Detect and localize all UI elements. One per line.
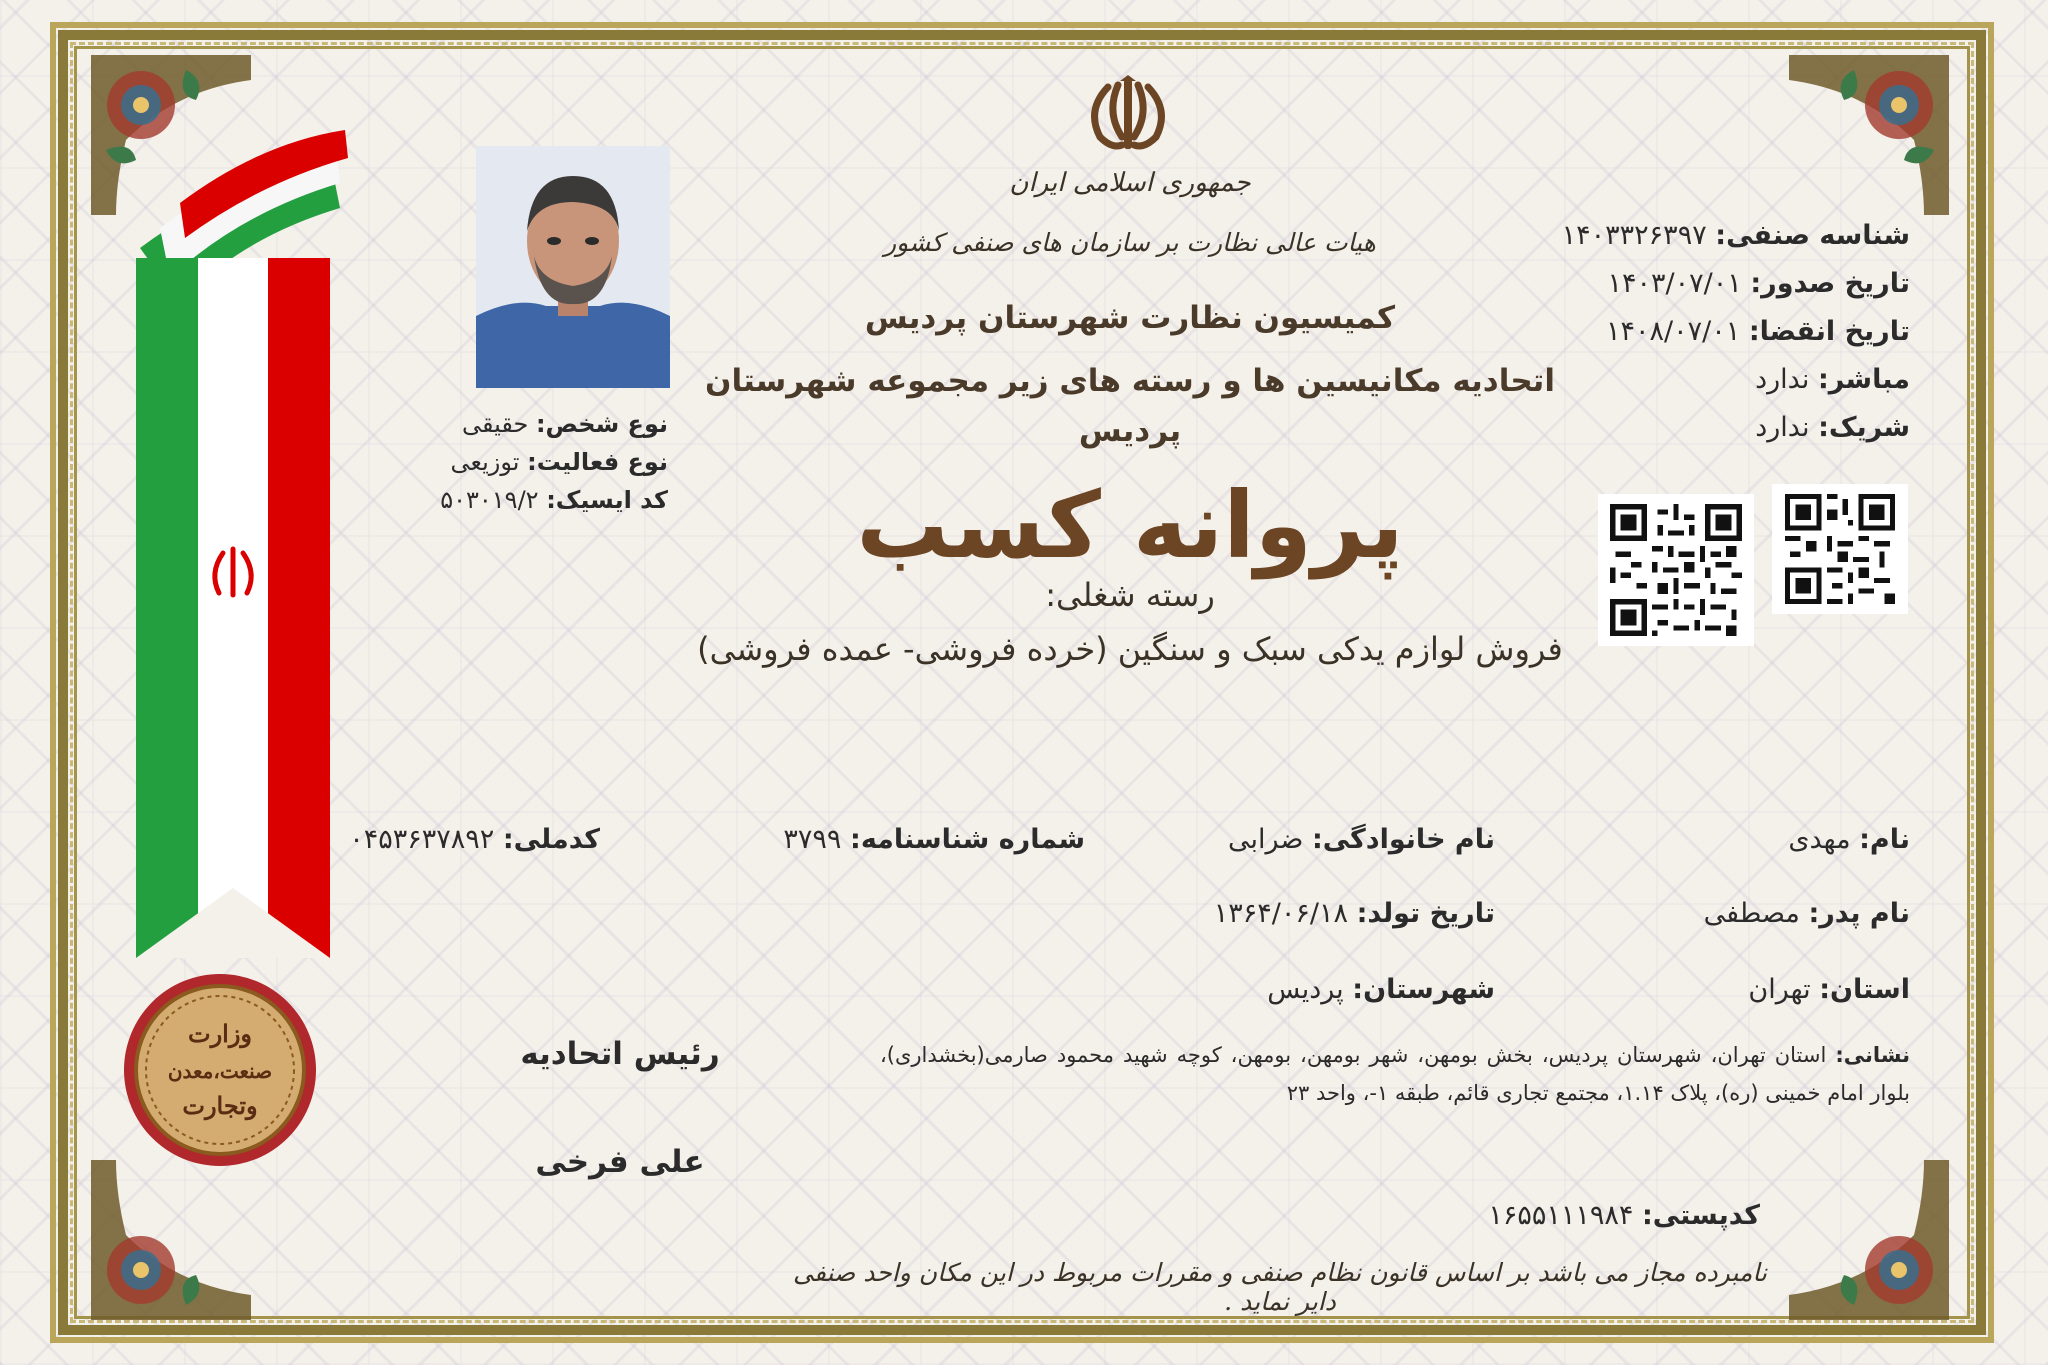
activity-type-label: نوع فعالیت: — [527, 448, 668, 476]
postal-code-value: ۱۶۵۵۱۱۱۹۸۴ — [1488, 1200, 1634, 1231]
partner-label: شریک: — [1818, 412, 1910, 443]
birth-date-value: ۱۳۶۴/۰۶/۱۸ — [1213, 898, 1348, 929]
ministry-seal — [120, 970, 320, 1170]
id-number-label: شماره شناسنامه: — [850, 824, 1085, 855]
guild-id-label: شناسه صنفی: — [1715, 220, 1910, 251]
manager-value: ندارد — [1755, 364, 1810, 395]
father-name-value: مصطفی — [1703, 898, 1800, 929]
certificate-title: پروانه کسب — [856, 472, 1404, 579]
footer-note: نامبرده مجاز می باشد بر اساس قانون نظام صنفی و مقررات مربوط در این مکان واحد صنفی دایر نماید . — [793, 1258, 1767, 1316]
address-label: نشانی: — [1835, 1043, 1910, 1067]
signature-name: علی فرخی — [535, 1144, 705, 1180]
surname-label: نام خانوادگی: — [1311, 824, 1495, 855]
person-type-field — [410, 410, 668, 438]
address-field — [880, 1036, 1910, 1112]
province-value: تهران — [1748, 974, 1811, 1005]
guild-id-value: ۱۴۰۳۳۲۶۳۹۷ — [1561, 220, 1707, 251]
birth-date-label: تاریخ تولد: — [1356, 898, 1495, 929]
seal-line1: وزارت — [187, 1019, 253, 1048]
province-label: استان: — [1819, 974, 1910, 1005]
id-number-value: ۳۷۹۹ — [783, 824, 842, 855]
city-label: شهرستان: — [1352, 974, 1495, 1005]
seal-line3: وتجارت — [182, 1091, 258, 1120]
seal-line2: صنعت،معدن — [167, 1059, 273, 1083]
guild-value: فروش لوازم یدکی سبک و سنگین (خرده فروشی- عمده فروشی) — [697, 630, 1563, 668]
supervision-board-name: هیات عالی نظارت بر سازمان های صنفی کشور — [884, 228, 1376, 257]
postal-code-field — [1488, 1200, 1760, 1231]
manager-label: مباشر: — [1817, 364, 1910, 395]
birth-date-field — [1214, 898, 1495, 929]
union-name — [700, 356, 1560, 456]
commission-name: کمیسیون نظارت شهرستان پردیس — [864, 300, 1396, 336]
guild-id-field — [1562, 220, 1910, 251]
expiry-date-label: تاریخ انقضا: — [1748, 316, 1910, 347]
name-field — [1788, 824, 1910, 855]
id-number-field — [783, 824, 1085, 855]
manager-field — [1755, 364, 1910, 395]
father-name-field — [1704, 898, 1910, 929]
issue-date-label: تاریخ صدور: — [1750, 268, 1910, 299]
isic-code-field — [410, 486, 668, 514]
isic-code-label: کد ایسیک: — [546, 486, 668, 514]
province-field — [1748, 974, 1910, 1005]
isic-code-value: ۵۰۳۰۱۹/۲ — [440, 486, 539, 514]
activity-type-value: توزیعی — [450, 448, 520, 476]
corner-ornament-icon — [86, 1155, 256, 1325]
expiry-date-field — [1606, 316, 1910, 347]
postal-code-label: کدپستی: — [1641, 1200, 1760, 1231]
person-type-value: حقیقی — [461, 410, 529, 438]
person-type-label: نوع شخص: — [535, 410, 668, 438]
guild-label: رسته شغلی: — [1045, 576, 1215, 614]
issue-date-field — [1608, 268, 1910, 299]
surname-value: ضرابی — [1227, 824, 1304, 855]
city-field — [1267, 974, 1495, 1005]
qr-code-icon — [1598, 494, 1754, 646]
surname-field — [1228, 824, 1495, 855]
applicant-photo — [476, 146, 670, 388]
iran-emblem-icon — [1078, 75, 1178, 155]
union-name-line2: پردیس — [1078, 413, 1182, 449]
father-name-label: نام پدر: — [1808, 898, 1910, 929]
activity-type-field — [410, 448, 668, 476]
flag-ribbon-icon — [120, 128, 350, 1028]
corner-ornament-icon — [1784, 1155, 1954, 1325]
national-code-field — [349, 824, 600, 855]
corner-ornament-icon — [1784, 50, 1954, 220]
partner-field — [1755, 412, 1910, 443]
national-code-label: کدملی: — [502, 824, 600, 855]
signature-title: رئیس اتحادیه — [520, 1036, 720, 1072]
qr-code-icon — [1772, 484, 1908, 614]
republic-name: جمهوری اسلامی ایران — [1009, 168, 1251, 198]
name-value: مهدی — [1788, 824, 1851, 855]
union-name-line1: اتحادیه مکانیسین ها و رسته های زیر مجموعه شهرستان — [705, 363, 1555, 399]
issue-date-value: ۱۴۰۳/۰۷/۰۱ — [1607, 268, 1742, 299]
national-code-value: ۰۴۵۳۶۳۷۸۹۲ — [349, 824, 495, 855]
address-value: استان تهران، شهرستان پردیس، بخش بومهن، شهر بومهن، بومهن، کوچه شهید محمود صارمی(بخشداری)، بلوار امام خمینی (ره)، پلاک ۱.۱۴، مجتمع تجاری قائم، طبقه ۱-، واحد ۲۳ — [880, 1043, 1910, 1105]
city-value: پردیس — [1267, 974, 1344, 1005]
partner-value: ندارد — [1755, 412, 1810, 443]
name-label: نام: — [1859, 824, 1910, 855]
expiry-date-value: ۱۴۰۸/۰۷/۰۱ — [1606, 316, 1741, 347]
